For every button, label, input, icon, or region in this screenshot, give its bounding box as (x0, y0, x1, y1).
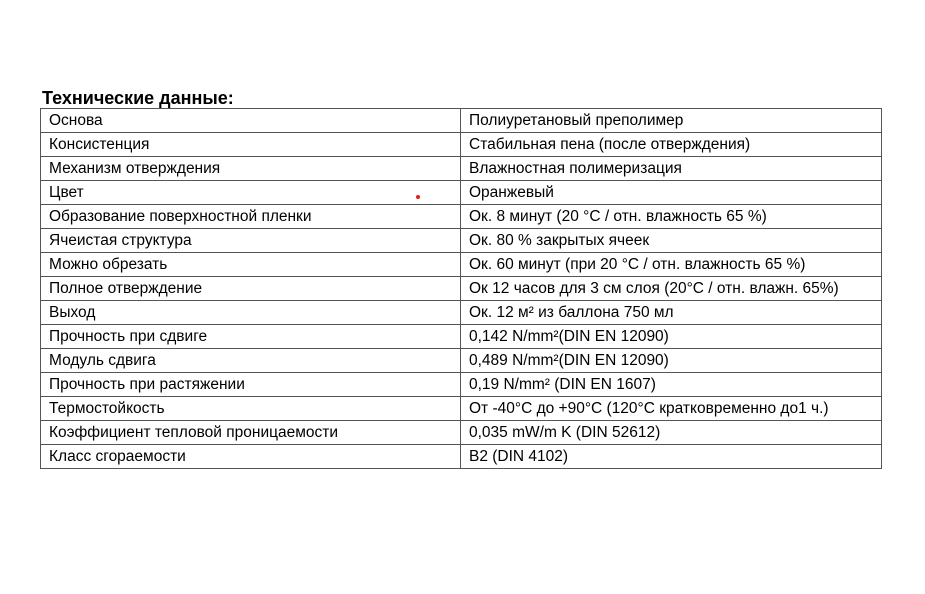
table-row (41, 301, 882, 325)
value-cell: B2 (DIN 4102) (461, 445, 882, 469)
value-cell: 0,035 mW/m K (DIN 52612) (461, 421, 882, 445)
table-row (41, 445, 882, 469)
property-cell: Класс сгораемости (41, 445, 461, 469)
property-cell: Ячеистая структура (41, 229, 461, 253)
property-cell: Можно обрезать (41, 253, 461, 277)
value-cell: От -40°С до +90°С (120°С кратковременно до1 ч.) (461, 397, 882, 421)
value-cell: Ок. 8 минут (20 °С / отн. влажность 65 %) (461, 205, 882, 229)
value-cell: Ок 12 часов для 3 см слоя (20°С / отн. влажн. 65%) (461, 277, 882, 301)
property-cell: Термостойкость (41, 397, 461, 421)
red-dot-marker (416, 195, 420, 199)
table-row (41, 421, 882, 445)
table-row (41, 229, 882, 253)
table-row (41, 325, 882, 349)
technical-data-table (40, 108, 882, 469)
table-row (41, 253, 882, 277)
table-row (41, 397, 882, 421)
property-cell: Основа (41, 109, 461, 133)
property-cell: Механизм отверждения (41, 157, 461, 181)
table-row (41, 109, 882, 133)
value-cell: Стабильная пена (после отверждения) (461, 133, 882, 157)
table-row (41, 373, 882, 397)
table-row (41, 277, 882, 301)
value-cell: Ок. 80 % закрытых ячеек (461, 229, 882, 253)
property-cell: Консистенция (41, 133, 461, 157)
value-cell: 0,489 N/mm²(DIN EN 12090) (461, 349, 882, 373)
table-row (41, 157, 882, 181)
section-heading: Технические данные: (42, 88, 234, 108)
value-cell: 0,142 N/mm²(DIN EN 12090) (461, 325, 882, 349)
value-cell: Ок. 60 минут (при 20 °С / отн. влажность 65 %) (461, 253, 882, 277)
table-row (41, 349, 882, 373)
property-cell: Прочность при сдвиге (41, 325, 461, 349)
value-cell: Ок. 12 м² из баллона 750 мл (461, 301, 882, 325)
value-cell: 0,19 N/mm² (DIN EN 1607) (461, 373, 882, 397)
table-row (41, 133, 882, 157)
value-cell: Оранжевый (461, 181, 882, 205)
property-cell: Коэффициент тепловой проницаемости (41, 421, 461, 445)
property-cell: Образование поверхностной пленки (41, 205, 461, 229)
property-cell: Цвет (41, 181, 461, 205)
table-row (41, 181, 882, 205)
value-cell: Влажностная полимеризация (461, 157, 882, 181)
value-cell: Полиуретановый преполимер (461, 109, 882, 133)
property-cell: Модуль сдвига (41, 349, 461, 373)
table-row (41, 205, 882, 229)
property-cell: Выход (41, 301, 461, 325)
property-cell: Прочность при растяжении (41, 373, 461, 397)
property-cell: Полное отверждение (41, 277, 461, 301)
